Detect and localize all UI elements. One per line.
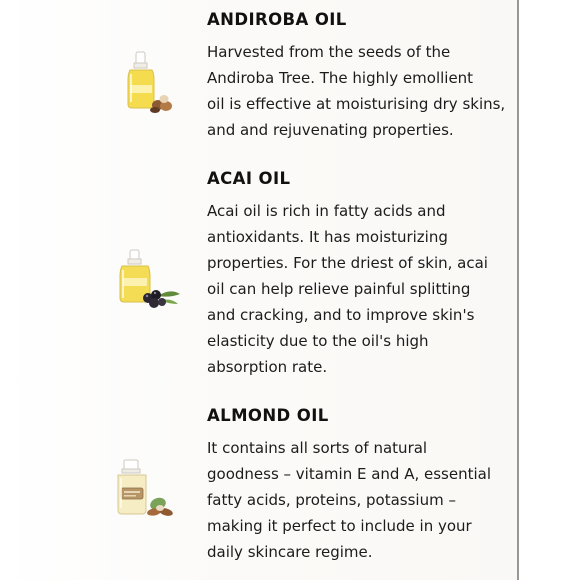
description-line: goodness – vitamin E and A, essential bbox=[207, 465, 492, 483]
oil-title-almond: ALMOND OIL bbox=[207, 406, 329, 425]
description-line: absorption rate. bbox=[207, 358, 328, 376]
description-line: antioxidants. It has moisturizing bbox=[207, 228, 448, 246]
oil-description-almond bbox=[207, 435, 507, 565]
description-line: daily skincare regime. bbox=[207, 543, 373, 561]
description-line: and and rejuvenating properties. bbox=[207, 121, 454, 139]
oil-description-acai bbox=[207, 198, 507, 380]
description-line: Acai oil is rich in fatty acids and bbox=[207, 202, 446, 220]
description-line: It contains all sorts of natural bbox=[207, 439, 428, 457]
description-line: elasticity due to the oil's high bbox=[207, 332, 429, 350]
description-line: making it perfect to include in your bbox=[207, 517, 472, 535]
almond-oil-image bbox=[114, 458, 178, 520]
andiroba-oil-image bbox=[118, 50, 178, 116]
oil-description-andiroba bbox=[207, 39, 507, 143]
oil-title-acai: ACAI OIL bbox=[207, 169, 291, 188]
right-margin bbox=[519, 0, 580, 580]
acai-oil-image bbox=[116, 248, 182, 310]
description-line: Andiroba Tree. The highly emollient bbox=[207, 69, 474, 87]
description-line: properties. For the driest of skin, acai bbox=[207, 254, 488, 272]
description-line: oil can help relieve painful splitting bbox=[207, 280, 471, 298]
description-line: Harvested from the seeds of the bbox=[207, 43, 451, 61]
description-line: oil is effective at moisturising dry skins, bbox=[207, 95, 506, 113]
oil-title-andiroba: ANDIROBA OIL bbox=[207, 10, 347, 29]
description-line: and cracking, and to improve skin's bbox=[207, 306, 475, 324]
description-line: fatty acids, proteins, potassium – bbox=[207, 491, 456, 509]
